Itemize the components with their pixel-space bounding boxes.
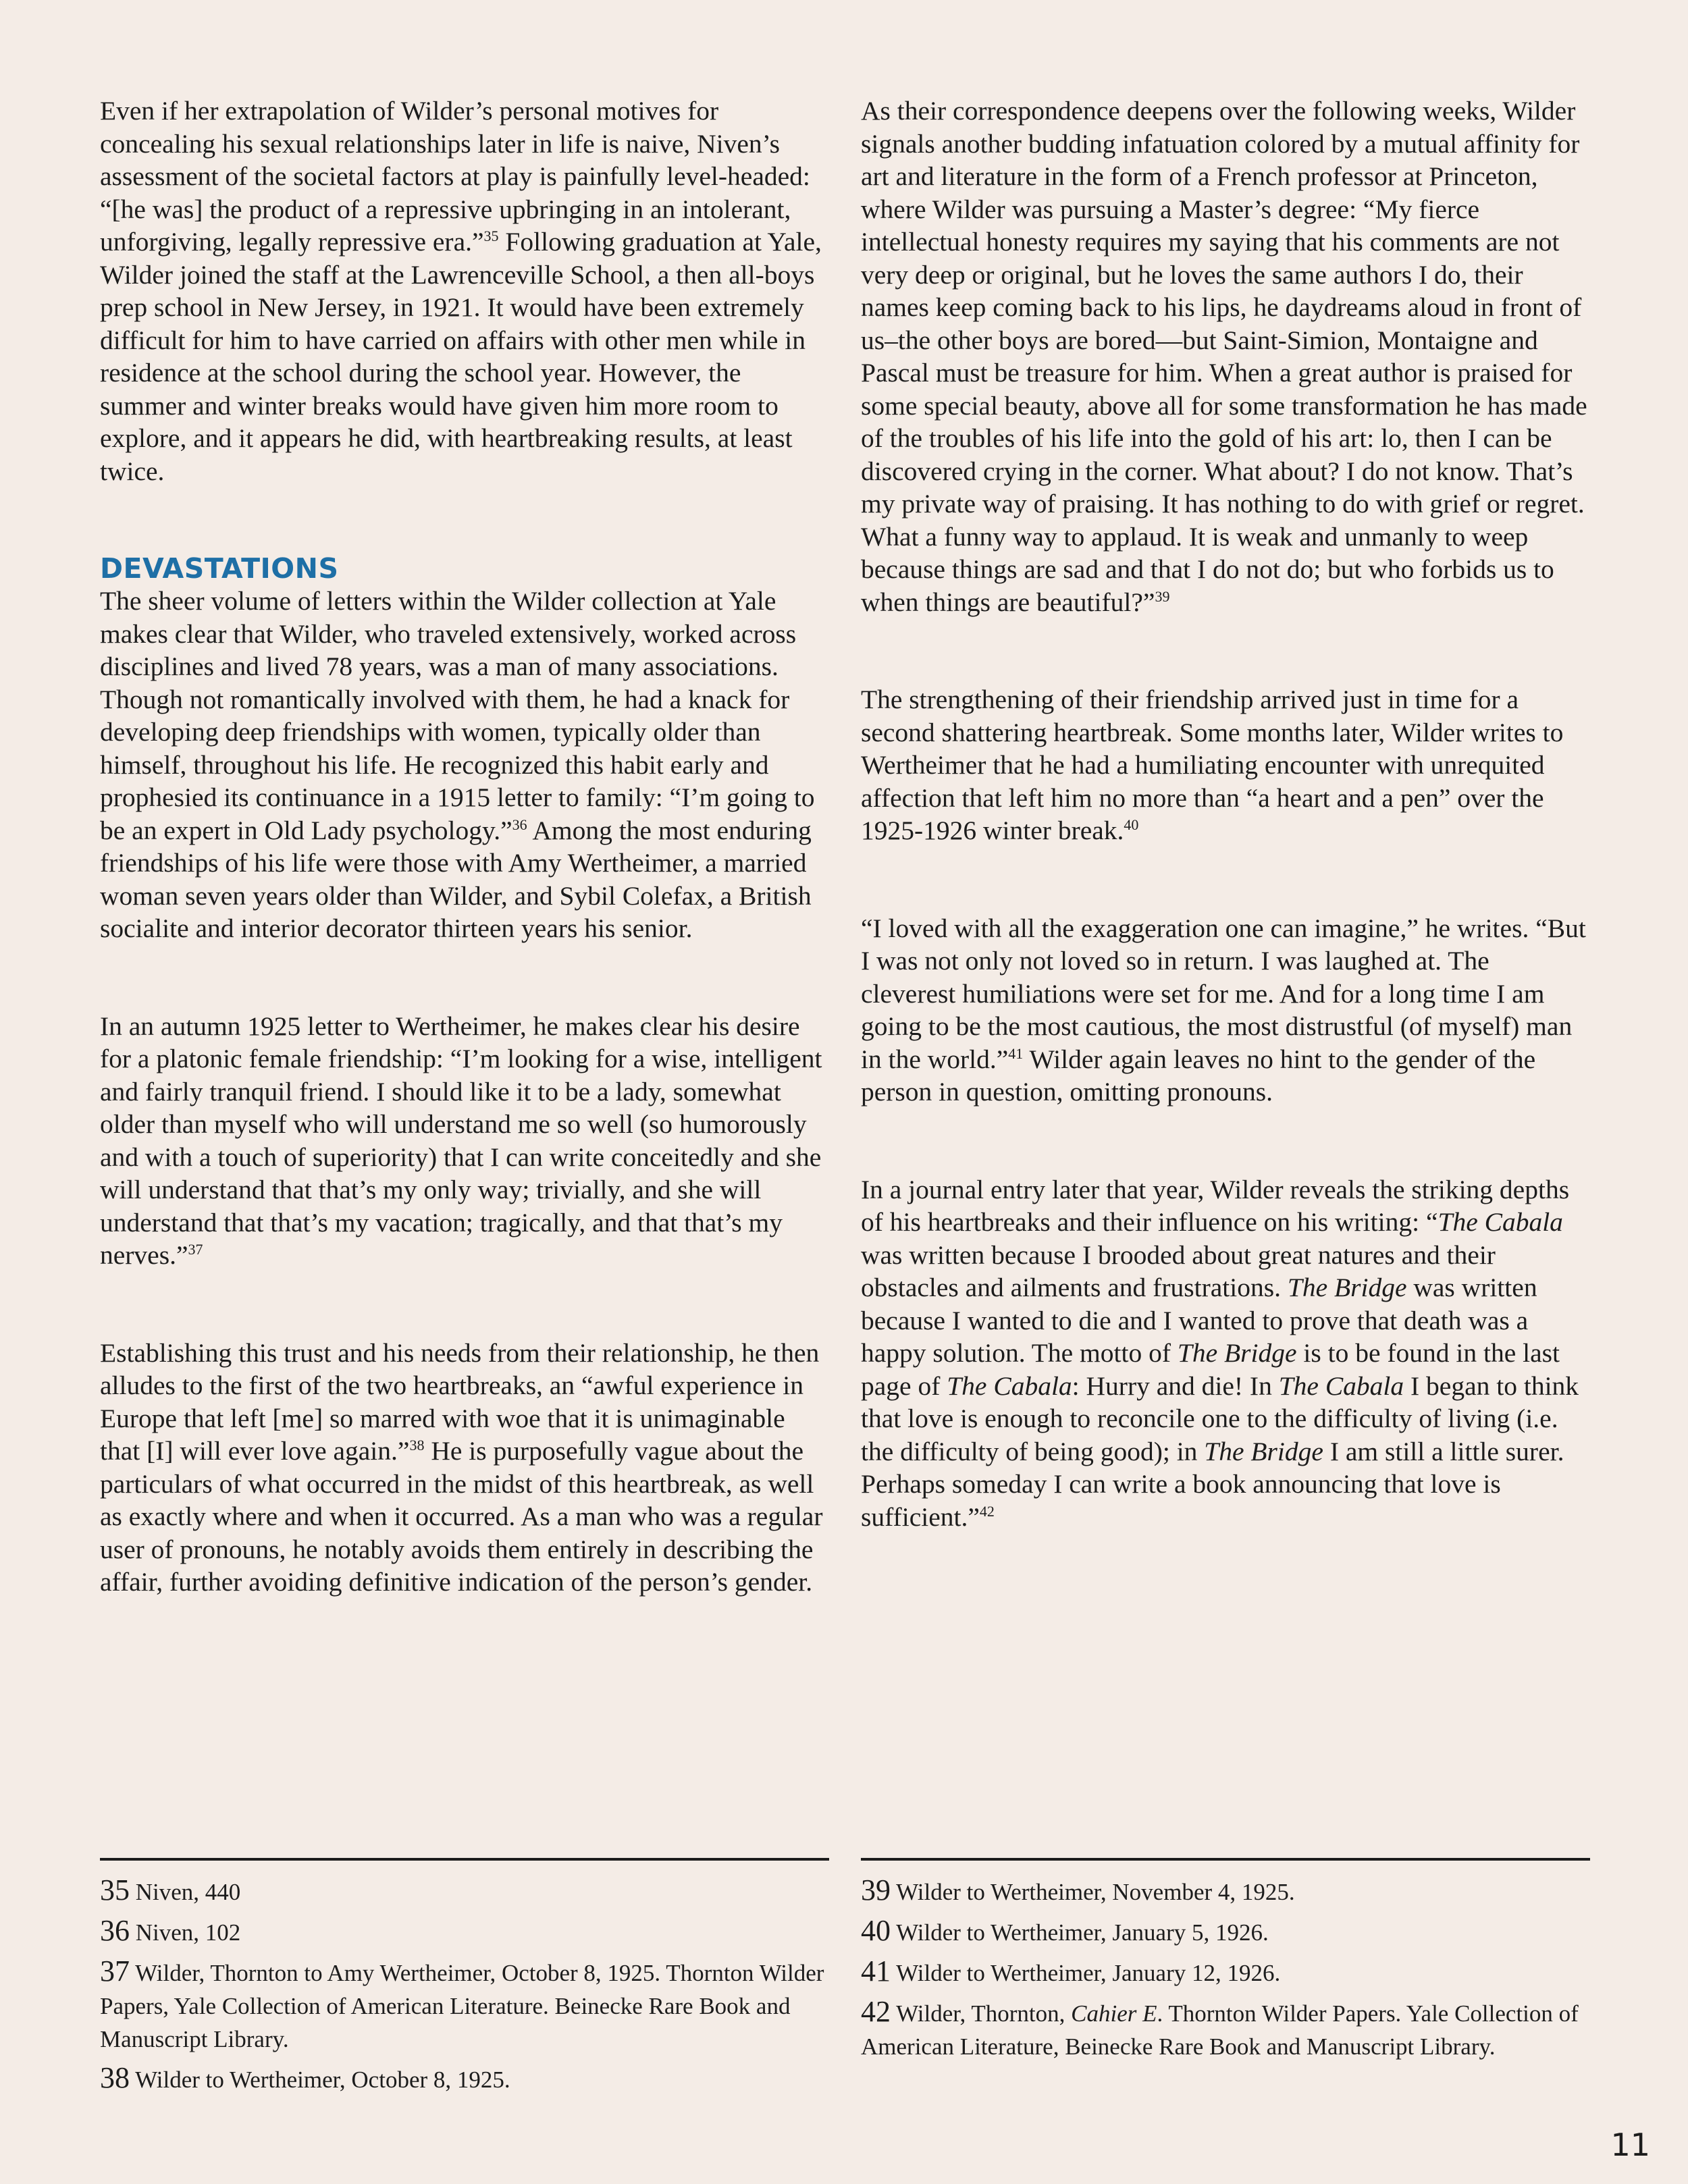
book-title: The Cabala [1438, 1207, 1563, 1237]
footnote-ref-35[interactable]: 35 [483, 228, 499, 244]
footnote-divider-left [100, 1858, 829, 1861]
book-title: The Cabala [1278, 1370, 1404, 1401]
footnote-text: Niven, 102 [135, 1919, 241, 1946]
book-title: The Bridge [1204, 1436, 1323, 1466]
paragraph-text: In a journal entry later that year, Wilder reveals the striking depths of his heartbreaks and their influence on his writing: “ [861, 1174, 1570, 1237]
footnote-40 [861, 1914, 1597, 1949]
paragraph-letters-volume [100, 585, 829, 945]
footnote-number: 36 [100, 1914, 130, 1947]
footnotes-left [100, 1873, 836, 2102]
footnote-number: 35 [100, 1873, 130, 1907]
paragraph-text: As their correspondence deepens over the following weeks, Wilder signals another budding infatuation colored by a mutual affinity for art and literature in the form of a French professor at Princeton, where Wilder was pursuing a Master’s degree: “My fierce intellectual honesty requires my saying that his comments are not very deep or original, but he loves the same authors I do, their names keep coming back to his lips, he daydreams aloud in front of us–the other boys are bored—but Saint-Simion, Montaigne and Pascal must be treasure for him. When a great author is praised for some special beauty, above all for some transformation he has made of the troubles of his life into the gold of his art: lo, then I can be discovered crying in the corner. What about? I do not know. That’s my private way of praising. It has nothing to do with grief or regret. What a funny way to applaud. It is weak and unmanly to weep because things are sad and that I do not do; but who forbids us to when things are beautiful?” [861, 96, 1587, 617]
footnote-text: Wilder to Wertheimer, January 5, 1926. [896, 1919, 1269, 1946]
footnote-text: Wilder to Wertheimer, January 12, 1926. [896, 1960, 1281, 1986]
paragraph-first-heartbreak [100, 1337, 829, 1599]
footnote-ref-41[interactable]: 41 [1008, 1044, 1024, 1062]
paragraph-french-professor [861, 95, 1590, 618]
footnote-ref-38[interactable]: 38 [409, 1437, 425, 1454]
book-title: Cahier E [1071, 2000, 1157, 2027]
paragraph-text: was written because I wanted to die and I wanted to prove that death was a happy solution. The motto of [861, 1273, 1537, 1368]
footnote-number: 40 [861, 1914, 891, 1947]
footnotes-right [861, 1873, 1597, 2069]
paragraph-text: Even if her extrapolation of Wilder’s personal motives for concealing his sexual relationships later in life is naive, Niven’s assessment of the societal factors at play is painfully level-headed: “[he was] the product of a repressive upbringing in an intolerant, unforgiving, legally repressive era.” [100, 96, 810, 257]
footnote-42 [861, 1995, 1597, 2063]
paragraph-text: Following graduation at Yale, Wilder joined the staff at the Lawrenceville School, a then all-boys prep school in New Jersey, in 1921. It would have been extremely difficult for him to have carried on affairs with other men while in residence at the school during the school year. However, the summer and winter breaks would have given him more room to explore, and it appears he did, with heartbreaking results, at least twice. [100, 227, 822, 486]
paragraph-text: : Hurry and die! In [1072, 1370, 1279, 1401]
footnote-39 [861, 1873, 1597, 1909]
right-column [861, 95, 1590, 1533]
left-column [100, 95, 829, 1599]
book-title: The Bridge [1287, 1273, 1407, 1302]
section-heading: DEVASTATIONS [100, 552, 339, 585]
footnote-ref-37[interactable]: 37 [188, 1241, 203, 1258]
footnote-text: . Thornton Wilder Papers. Yale Collection of American Literature, Beinecke Rare Book and Manuscript Library. [861, 2000, 1579, 2060]
footnote-text: Wilder, Thornton, [896, 2000, 1072, 2027]
paragraph-autumn-letter [100, 1010, 829, 1272]
paragraph-text: Wilder again leaves no hint to the gender of the person in question, omitting pronouns. [861, 1044, 1536, 1107]
paragraph-loved-exaggeration [861, 912, 1590, 1109]
page-number: 11 [1610, 2127, 1650, 2163]
paragraph-text: was written because I brooded about great natures and their obstacles and ailments and frustrations. [861, 1240, 1496, 1302]
paragraph-niven-assessment [100, 95, 829, 487]
paragraph-journal-entry [861, 1173, 1590, 1534]
paragraph-text: Among the most enduring friendships of his life were those with Amy Wertheimer, a married woman seven years older than Wilder, and Sybil Colefax, a British socialite and interior decorator thirteen years his senior. [100, 815, 812, 943]
paragraph-text: He is purposefully vague about the particulars of what occurred in the midst of this heartbreak, as well as exactly where and when it occurred. As a man who was a regular user of pronouns, he notably avoids them entirely in describing the affair, further avoiding definitive indication of the person’s gender. [100, 1436, 823, 1597]
footnote-text: Wilder to Wertheimer, November 4, 1925. [896, 1879, 1295, 1905]
paragraph-text: The sheer volume of letters within the Wilder collection at Yale makes clear that Wilder, who traveled extensively, worked across disciplines and lived 78 years, was a man of many associations. Though not romantically involved with them, he had a knack for developing deep friendships with women, typically older than himself, throughout his life. He recognized this habit early and prophesied its continuance in a 1915 letter to family: “I’m going to be an expert in Old Lady psychology.” [100, 586, 815, 845]
footnote-38 [100, 2061, 836, 2096]
book-title: The Bridge [1177, 1338, 1297, 1368]
footnote-35 [100, 1873, 836, 1909]
book-title: The Cabala [947, 1370, 1072, 1401]
footnote-ref-39[interactable]: 39 [1155, 587, 1170, 605]
footnote-divider-right [861, 1858, 1590, 1861]
paragraph-text: In an autumn 1925 letter to Wertheimer, he makes clear his desire for a platonic female friendship: “I’m looking for a wise, intelligent and fairly tranquil friend. I should like it to be a lady, somewhat older than myself who will understand me so well (so humorously and with a touch of superiority) that I can write conceitedly and she will understand that that’s my only way; trivially, and she will understand that that’s my vacation; tragically, and that that’s my nerves.” [100, 1011, 822, 1270]
paragraph-text: is to be found in the last page of [861, 1338, 1560, 1401]
paragraph-text: “I loved with all the exaggeration one can imagine,” he writes. “But I was not only not loved so in return. I was laughed at. The cleverest humiliations were set for me. And for a long time I am going to be the most cautious, the most distrustful (of myself) man in the world.” [861, 913, 1586, 1074]
footnote-number: 42 [861, 1995, 891, 2028]
footnote-36 [100, 1914, 836, 1949]
footnote-number: 37 [100, 1954, 130, 1988]
footnote-ref-40[interactable]: 40 [1124, 816, 1139, 833]
footnote-ref-36[interactable]: 36 [512, 816, 527, 833]
footnote-37 [100, 1954, 836, 2056]
paragraph-text: Establishing this trust and his needs from their relationship, he then alludes to the first of the two heartbreaks, an “awful experience in Europe that left [me] so marred with woe that it is unimaginable that [I] will ever love again.” [100, 1337, 820, 1466]
footnote-text: Wilder, Thornton to Amy Wertheimer, October 8, 1925. Thornton Wilder Papers, Yale Collection of American Literature. Beinecke Rare Book and Manuscript Library. [100, 1960, 824, 2052]
footnote-text: Niven, 440 [135, 1879, 241, 1905]
paragraph-text: I am still a little surer. Perhaps someday I can write a book announcing that love is sufficient.” [861, 1436, 1564, 1532]
footnote-number: 41 [861, 1954, 891, 1988]
paragraph-text: The strengthening of their friendship arrived just in time for a second shattering heartbreak. Some months later, Wilder writes to Wertheimer that he had a humiliating encounter with unrequited affection that left him no more than “a heart and a pen” over the 1925-1926 winter break. [861, 685, 1564, 845]
footnote-text: Wilder to Wertheimer, October 8, 1925. [135, 2067, 510, 2093]
footnote-41 [861, 1954, 1597, 1990]
paragraph-text: I began to think that love is enough to reconcile one to the difficulty of living (i.e. the difficulty of being good); in [861, 1370, 1579, 1466]
paragraph-second-heartbreak [861, 683, 1590, 847]
footnote-ref-42[interactable]: 42 [979, 1502, 995, 1520]
footnote-number: 38 [100, 2061, 130, 2094]
footnote-number: 39 [861, 1873, 891, 1907]
